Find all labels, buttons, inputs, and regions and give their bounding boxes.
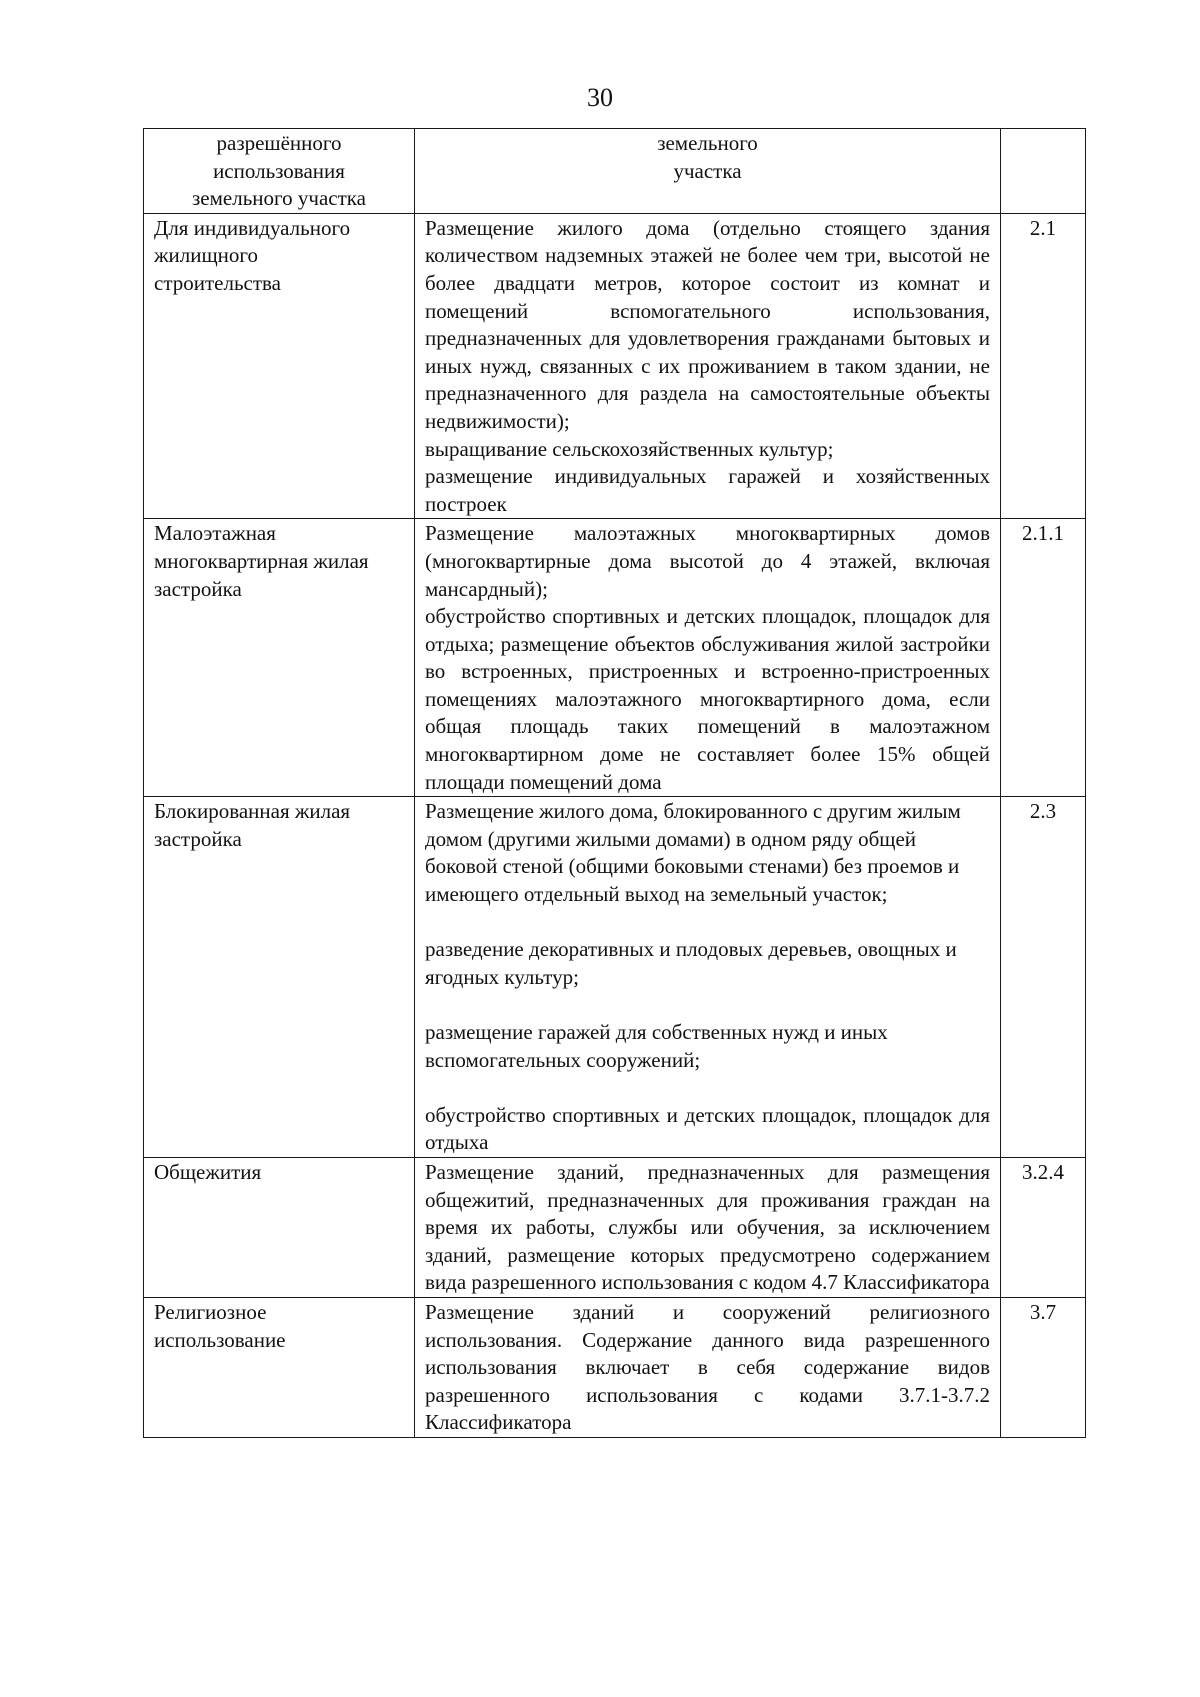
row-description-cell <box>415 797 1001 1158</box>
row-code-cell: 3.7 <box>1001 1297 1086 1437</box>
row-description-cell <box>415 213 1001 519</box>
description-paragraph: Размещение жилого дома (отдельно стоящего здания количеством надземных этажей не более чем три, высотой не более двадцати метров, которое состоит из комнат и помещений вспомогательного использования, предназначенных для удовлетворения гражданами бытовых и иных нужд, связанных с их проживанием в таком здании, не предназначенного для раздела на самостоятельные объекты недвижимости); <box>425 215 990 433</box>
description-paragraph: Размещение зданий и сооружений религиозного использования. Содержание данного вида разрешенного использования включает в себя содержание видов разрешенного использования с кодами 3.7.1-3.7.2 Классификатора <box>425 1299 990 1435</box>
land-use-table <box>143 128 1086 1438</box>
row-name-line: строительства <box>154 270 282 295</box>
row-description-cell <box>415 1157 1001 1297</box>
row-name-line: застройка <box>154 826 242 851</box>
row-name-line: застройка <box>154 576 242 601</box>
row-code-cell: 2.1 <box>1001 213 1086 519</box>
row-name-line: Общежития <box>154 1159 262 1184</box>
row-name-cell <box>144 1157 415 1297</box>
description-paragraph: Размещение жилого дома, блокированного с другим жилым домом (другими жилыми домами) в одном ряду общей боковой стеной (общими боковыми стенами) без проемов и имеющего отдельный выход на земельный участок; <box>425 799 961 907</box>
description-paragraph: разведение декоративных и плодовых деревьев, овощных и ягодных культур; <box>425 937 957 989</box>
description-paragraph: Размещение малоэтажных многоквартирных домов (многоквартирные дома высотой до 4 этажей, включая мансардный); <box>425 521 990 601</box>
header-cell-code <box>1001 129 1086 214</box>
description-paragraph: размещение индивидуальных гаражей и хозяйственных построек <box>425 464 990 516</box>
table-row <box>144 519 1086 797</box>
table-row <box>144 1157 1086 1297</box>
row-name-cell <box>144 519 415 797</box>
table-header-row <box>144 129 1086 214</box>
header-line: разрешённого <box>216 131 342 155</box>
description-paragraph: обустройство спортивных и детских площадок, площадок для отдыха <box>425 1102 990 1155</box>
row-code-cell: 2.1.1 <box>1001 519 1086 797</box>
header-line: земельного участка <box>192 186 366 211</box>
header-line: участка <box>673 158 742 183</box>
row-description-cell <box>415 1297 1001 1437</box>
row-name-line: Религиозное <box>154 1299 267 1324</box>
description-paragraph: Размещение зданий, предназначенных для размещения общежитий, предназначенных для проживания граждан на время их работы, службы или обучения, за исключением зданий, размещение которых предусмотрено содержанием вида разрешенного использования с кодом 4.7 Классификатора <box>425 1159 990 1295</box>
row-code-cell: 3.2.4 <box>1001 1157 1086 1297</box>
row-name-line: Блокированная жилая <box>154 799 351 824</box>
row-name-cell <box>144 213 415 519</box>
header-line: земельного <box>657 131 758 155</box>
row-description-cell <box>415 519 1001 797</box>
row-name-cell <box>144 1297 415 1437</box>
header-cell-description <box>415 129 1001 214</box>
table-row <box>144 797 1086 1158</box>
row-name-line: использование <box>154 1327 286 1352</box>
table-row <box>144 213 1086 519</box>
row-name-line: Малоэтажная <box>154 521 276 546</box>
description-paragraph: размещение гаражей для собственных нужд и иных вспомогательных сооружений; <box>425 1020 888 1072</box>
header-line: использования <box>213 158 345 183</box>
header-cell-name <box>144 129 415 214</box>
row-name-line: Для индивидуального <box>154 215 351 240</box>
description-paragraph: обустройство спортивных и детских площадок, площадок для отдыха; размещение объектов обслуживания жилой застройки во встроенных, пристроенных и встроенно-пристроенных помещениях малоэтажного многоквартирного дома, если общая площадь таких помещений в малоэтажном многоквартирном доме не составляет более 15% общей площади помещений дома <box>425 604 990 794</box>
page-number: 30 <box>587 83 613 112</box>
row-name-line: жилищного <box>154 243 258 268</box>
row-name-cell <box>144 797 415 1158</box>
table-row <box>144 1297 1086 1437</box>
row-code-cell: 2.3 <box>1001 797 1086 1158</box>
description-paragraph: выращивание сельскохозяйственных культур; <box>425 436 834 461</box>
row-name-line: многоквартирная жилая <box>154 548 369 573</box>
